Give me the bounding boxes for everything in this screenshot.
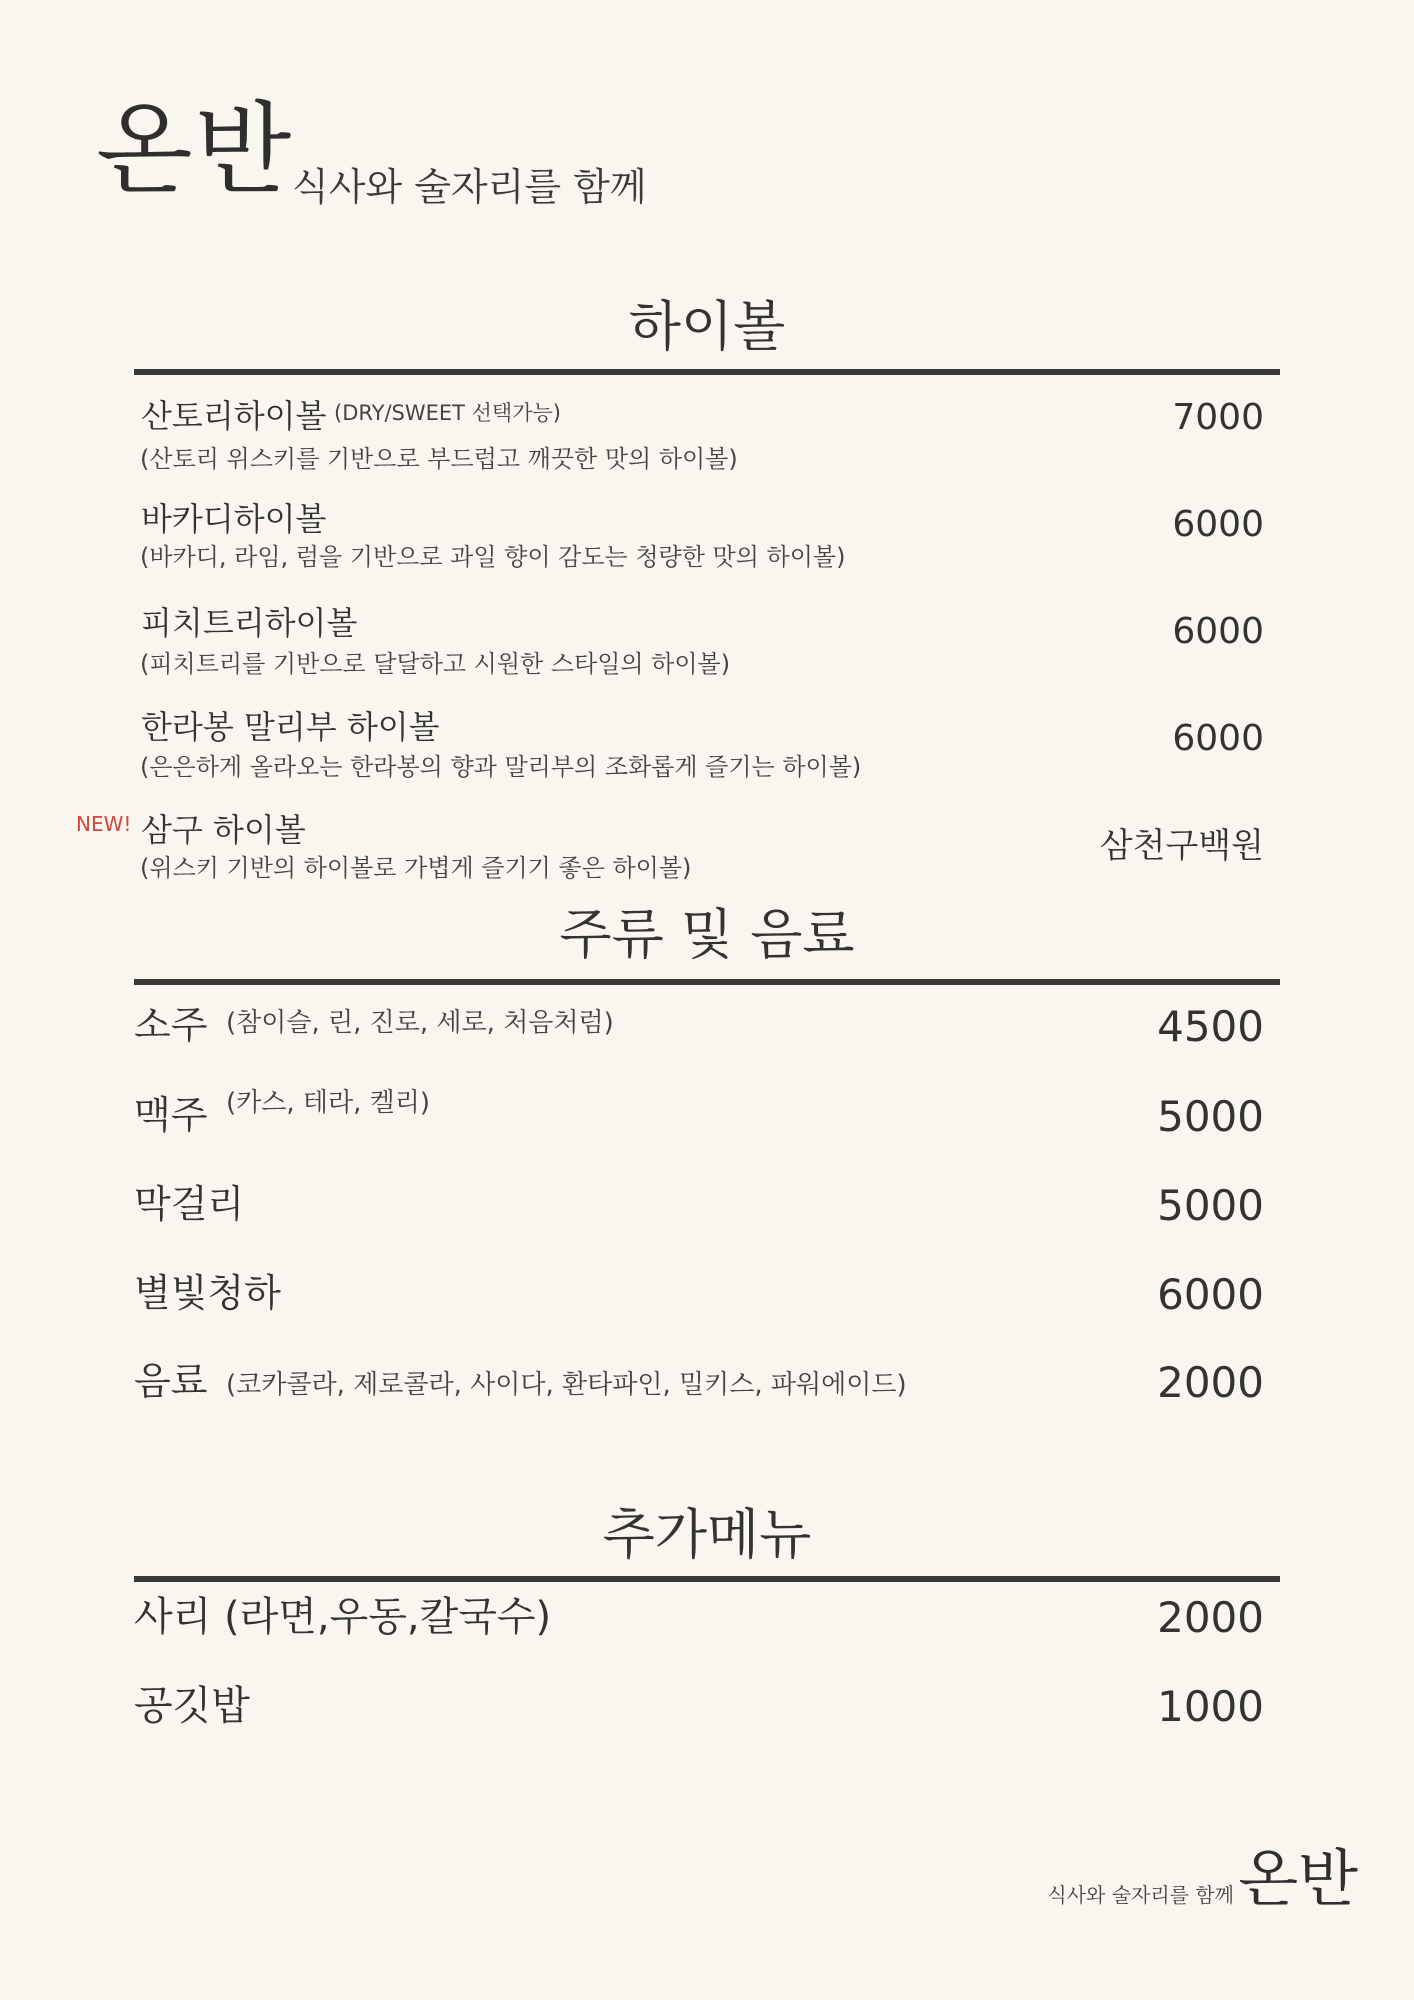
menu-item-price: 7000 <box>1172 397 1264 438</box>
menu-item-name: 바카디하이볼 <box>141 500 327 538</box>
menu-item-price: 6000 <box>1157 1270 1264 1319</box>
menu-item-note: (코카콜라, 제로콜라, 사이다, 환타파인, 밀키스, 파워에이드) <box>226 1370 907 1400</box>
section-divider-drinks <box>134 979 1280 985</box>
section-title-highball: 하이볼 <box>628 295 786 358</box>
section-title-extras: 추가메뉴 <box>602 1503 812 1566</box>
menu-item-description: (위스키 기반의 하이볼로 가볍게 즐기기 좋은 하이볼) <box>140 854 692 882</box>
menu-item-name: 공깃밥 <box>134 1683 250 1729</box>
menu-item-note: (DRY/SWEET 선택가능) <box>334 401 561 425</box>
menu-item-price: 4500 <box>1157 1002 1264 1051</box>
menu-item-name: 막걸리 <box>134 1182 245 1226</box>
menu-item-price: 5000 <box>1157 1092 1264 1141</box>
menu-item-note: (카스, 테라, 켈리) <box>226 1088 431 1118</box>
menu-item-name: 음료 <box>134 1359 208 1403</box>
menu-item-price: 6000 <box>1172 611 1264 652</box>
menu-item-price: 5000 <box>1157 1181 1264 1230</box>
menu-item-name: 사리 (라면,우동,칼국수) <box>134 1594 552 1640</box>
section-divider-highball <box>134 369 1280 375</box>
menu-item-name: 피치트리하이볼 <box>141 604 358 642</box>
menu-item-name: 소주 <box>134 1003 208 1047</box>
menu-item-name: 산토리하이볼 <box>141 397 327 435</box>
menu-item-price: 2000 <box>1157 1358 1264 1407</box>
menu-item-price: 삼천구백원 <box>1099 826 1264 866</box>
footer-brand: 온반 <box>1238 1842 1358 1915</box>
menu-item-price: 6000 <box>1172 504 1264 545</box>
brand-title: 온반 <box>96 91 294 208</box>
menu-item-name: 맥주 <box>134 1093 208 1137</box>
section-divider-extras <box>134 1576 1280 1582</box>
menu-item-price: 2000 <box>1157 1593 1264 1642</box>
menu-item-name: 한라봉 말리부 하이볼 <box>141 708 440 746</box>
menu-item-note: (참이슬, 린, 진로, 세로, 처음처럼) <box>226 1008 614 1038</box>
footer-tagline: 식사와 술자리를 함께 <box>1047 1883 1234 1907</box>
section-title-drinks: 주류 및 음료 <box>559 903 855 966</box>
new-badge: NEW! <box>76 812 132 836</box>
brand-tagline: 식사와 술자리를 함께 <box>292 165 647 209</box>
menu-item-name: 삼구 하이볼 <box>141 811 306 849</box>
menu-item-description: (은은하게 올라오는 한라봉의 향과 말리부의 조화롭게 즐기는 하이볼) <box>140 753 862 781</box>
menu-item-description: (바카디, 라임, 럼을 기반으로 과일 향이 감도는 청량한 맛의 하이볼) <box>140 543 846 571</box>
menu-item-name: 별빛청하 <box>134 1271 281 1315</box>
menu-item-price: 1000 <box>1157 1682 1264 1731</box>
menu-item-description: (산토리 위스키를 기반으로 부드럽고 깨끗한 맛의 하이볼) <box>140 445 738 473</box>
menu-item-price: 6000 <box>1172 718 1264 759</box>
menu-item-description: (피치트리를 기반으로 달달하고 시원한 스타일의 하이볼) <box>140 650 731 678</box>
